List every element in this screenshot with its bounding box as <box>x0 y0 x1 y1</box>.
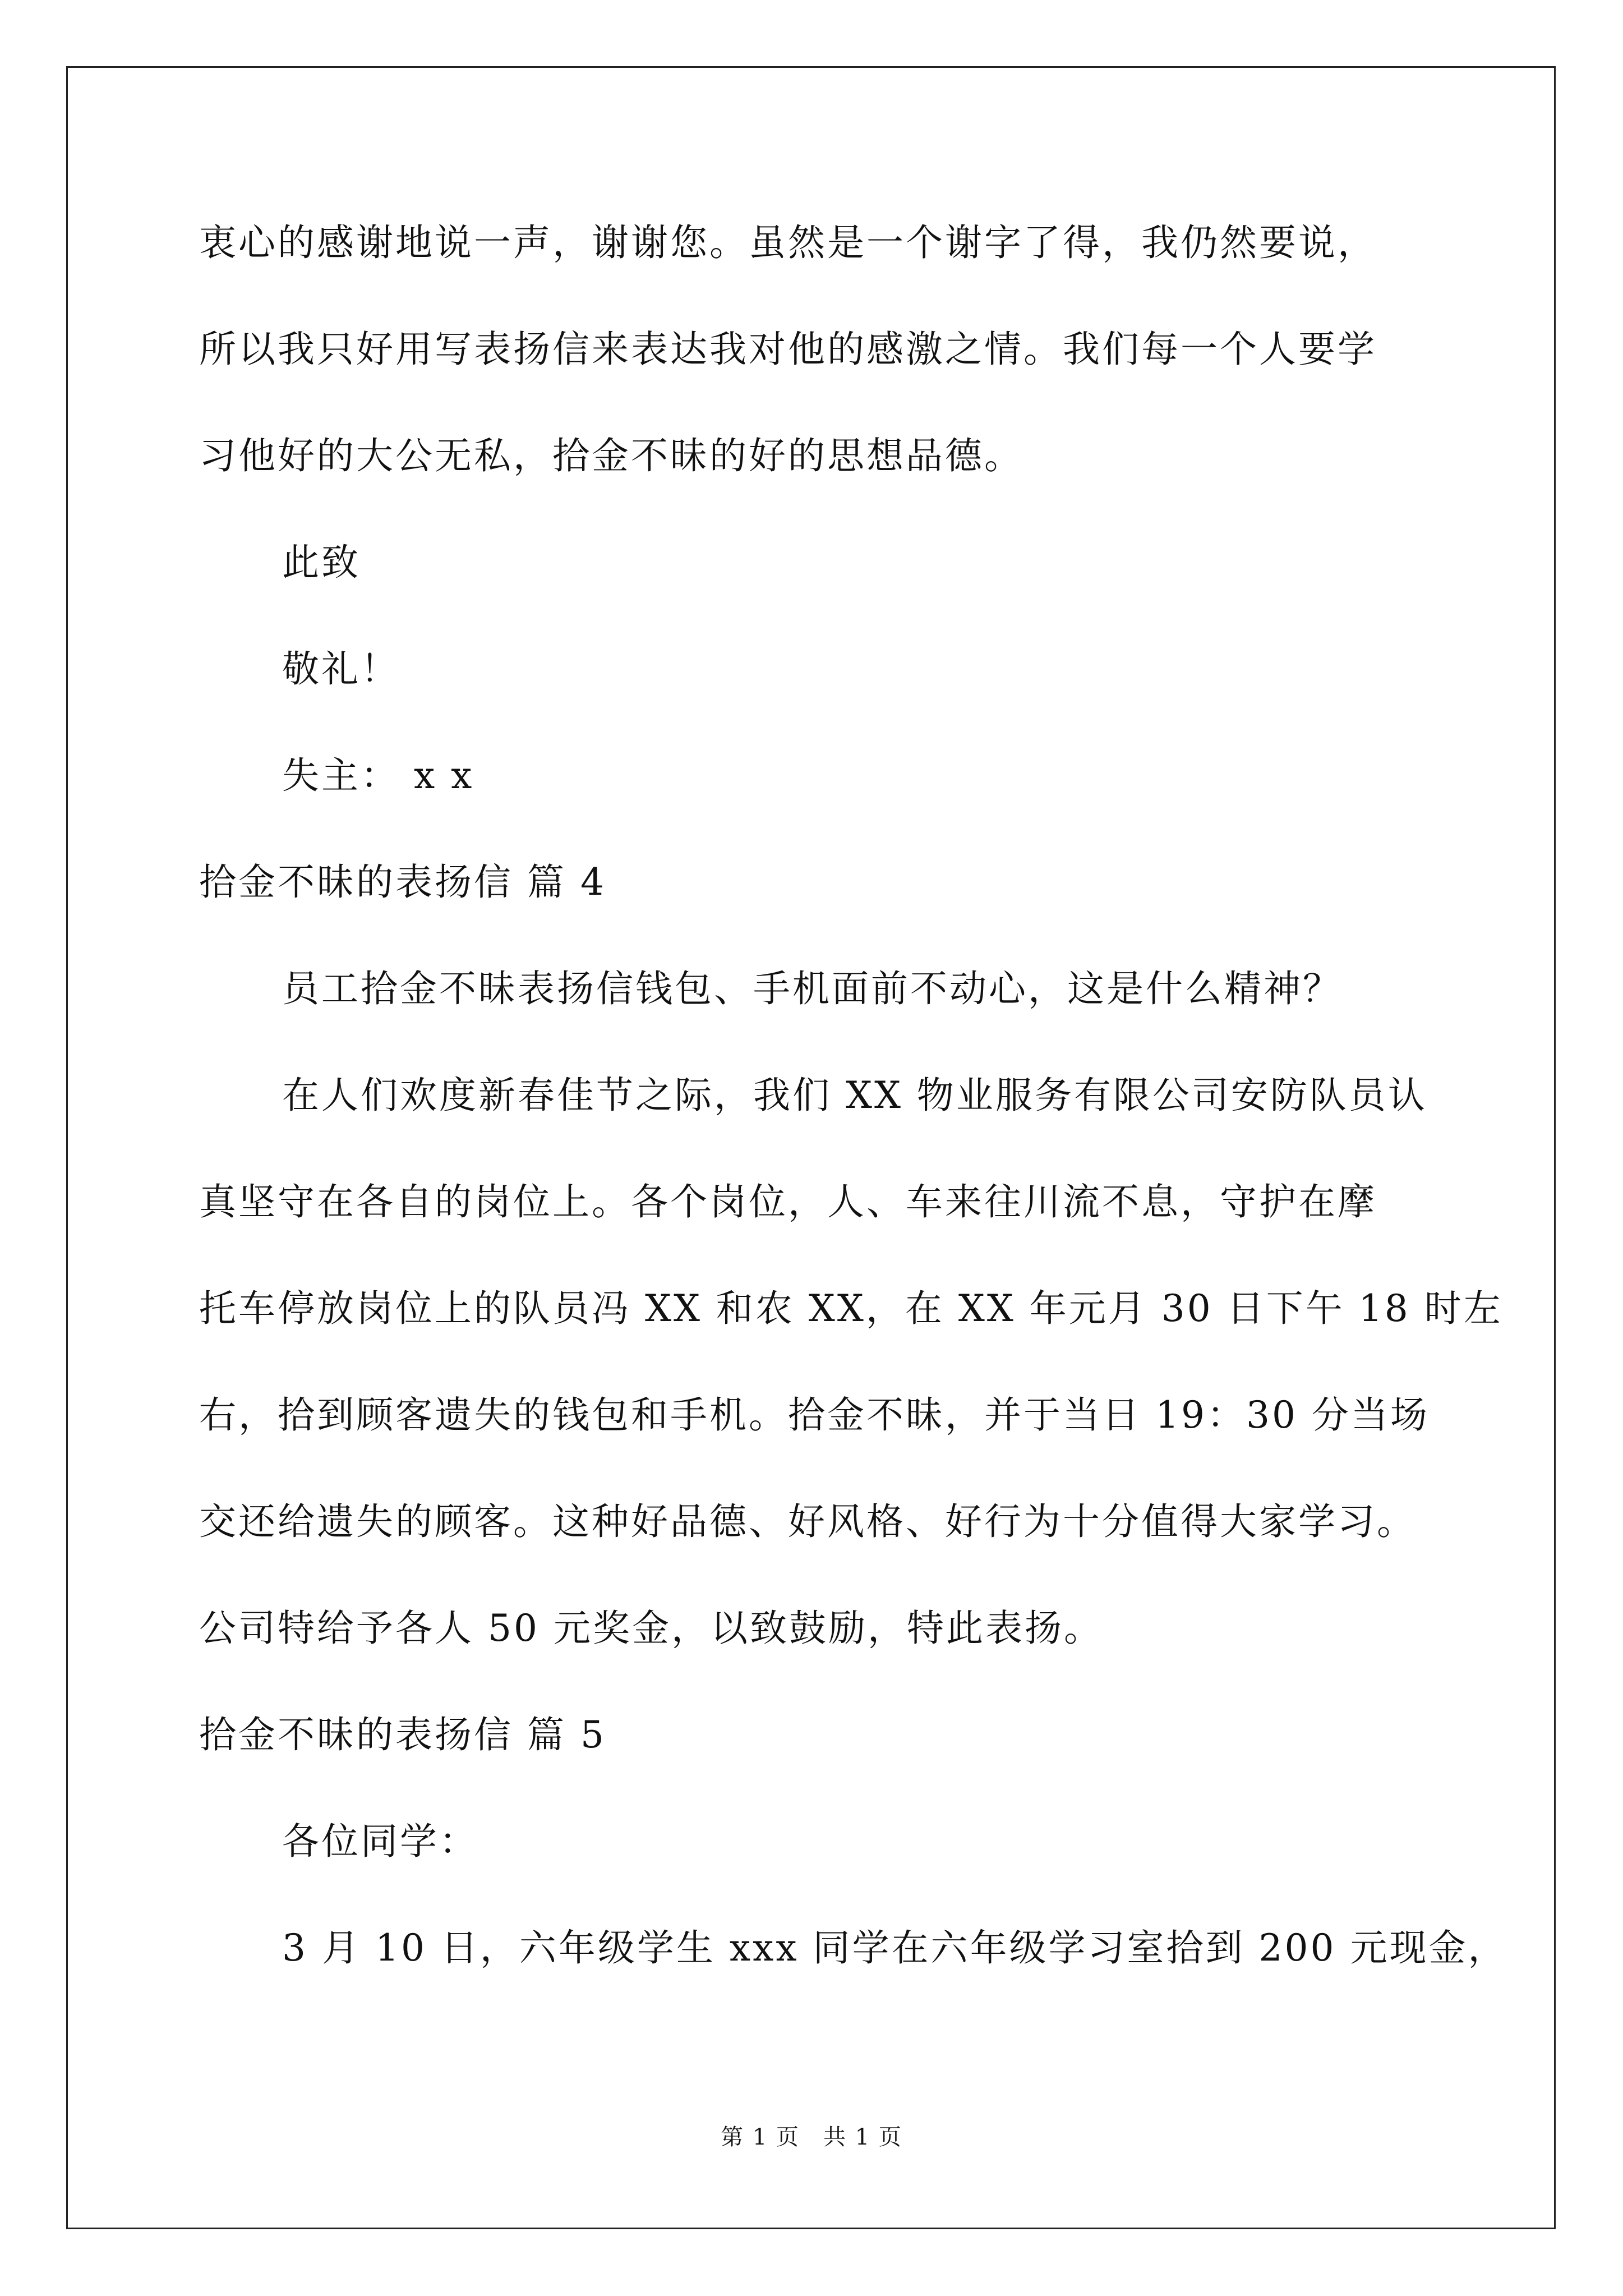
closing-salutation: 此致 <box>282 541 361 584</box>
text-line: 在人们欢度新春佳节之际，我们 XX 物业服务有限公司安防队员认 <box>282 1074 1427 1117</box>
text-line: 习他好的大公无私，拾金不昧的好的思想品德。 <box>199 434 1023 477</box>
signature-line: 失主： x x <box>282 754 474 797</box>
closing-respect: 敬礼！ <box>282 647 400 691</box>
greeting-line: 各位同学： <box>282 1820 478 1863</box>
section-heading-4: 拾金不昧的表扬信 篇 4 <box>199 861 606 904</box>
text-line: 公司特给予各人 50 元奖金，以致鼓励，特此表扬。 <box>199 1607 1103 1650</box>
text-line: 真坚守在各自的岗位上。各个岗位，人、车来往川流不息，守护在摩 <box>199 1180 1377 1223</box>
text-line: 右，拾到顾客遗失的钱包和手机。拾金不昧，并于当日 19：30 分当场 <box>199 1393 1430 1437</box>
text-line: 员工拾金不昧表扬信钱包、手机面前不动心，这是什么精神？ <box>282 967 1342 1010</box>
text-line: 3 月 10 日，六年级学生 xxx 同学在六年级学习室拾到 200 元现金， <box>282 1926 1507 1970</box>
page-footer: 第 1 页 共 1 页 <box>721 2124 902 2150</box>
section-heading-5: 拾金不昧的表扬信 篇 5 <box>199 1713 606 1756</box>
text-line: 交还给遗失的顾客。这种好品德、好风格、好行为十分值得大家学习。 <box>199 1500 1416 1543</box>
document-body <box>199 212 1507 2024</box>
text-line: 所以我只好用写表扬信来表达我对他的感激之情。我们每一个人要学 <box>199 328 1377 371</box>
text-line: 衷心的感谢地说一声，谢谢您。虽然是一个谢字了得，我仍然要说， <box>199 221 1377 264</box>
text-line: 托车停放岗位上的队员冯 XX 和农 XX，在 XX 年元月 30 日下午 18 时左 <box>199 1287 1503 1330</box>
